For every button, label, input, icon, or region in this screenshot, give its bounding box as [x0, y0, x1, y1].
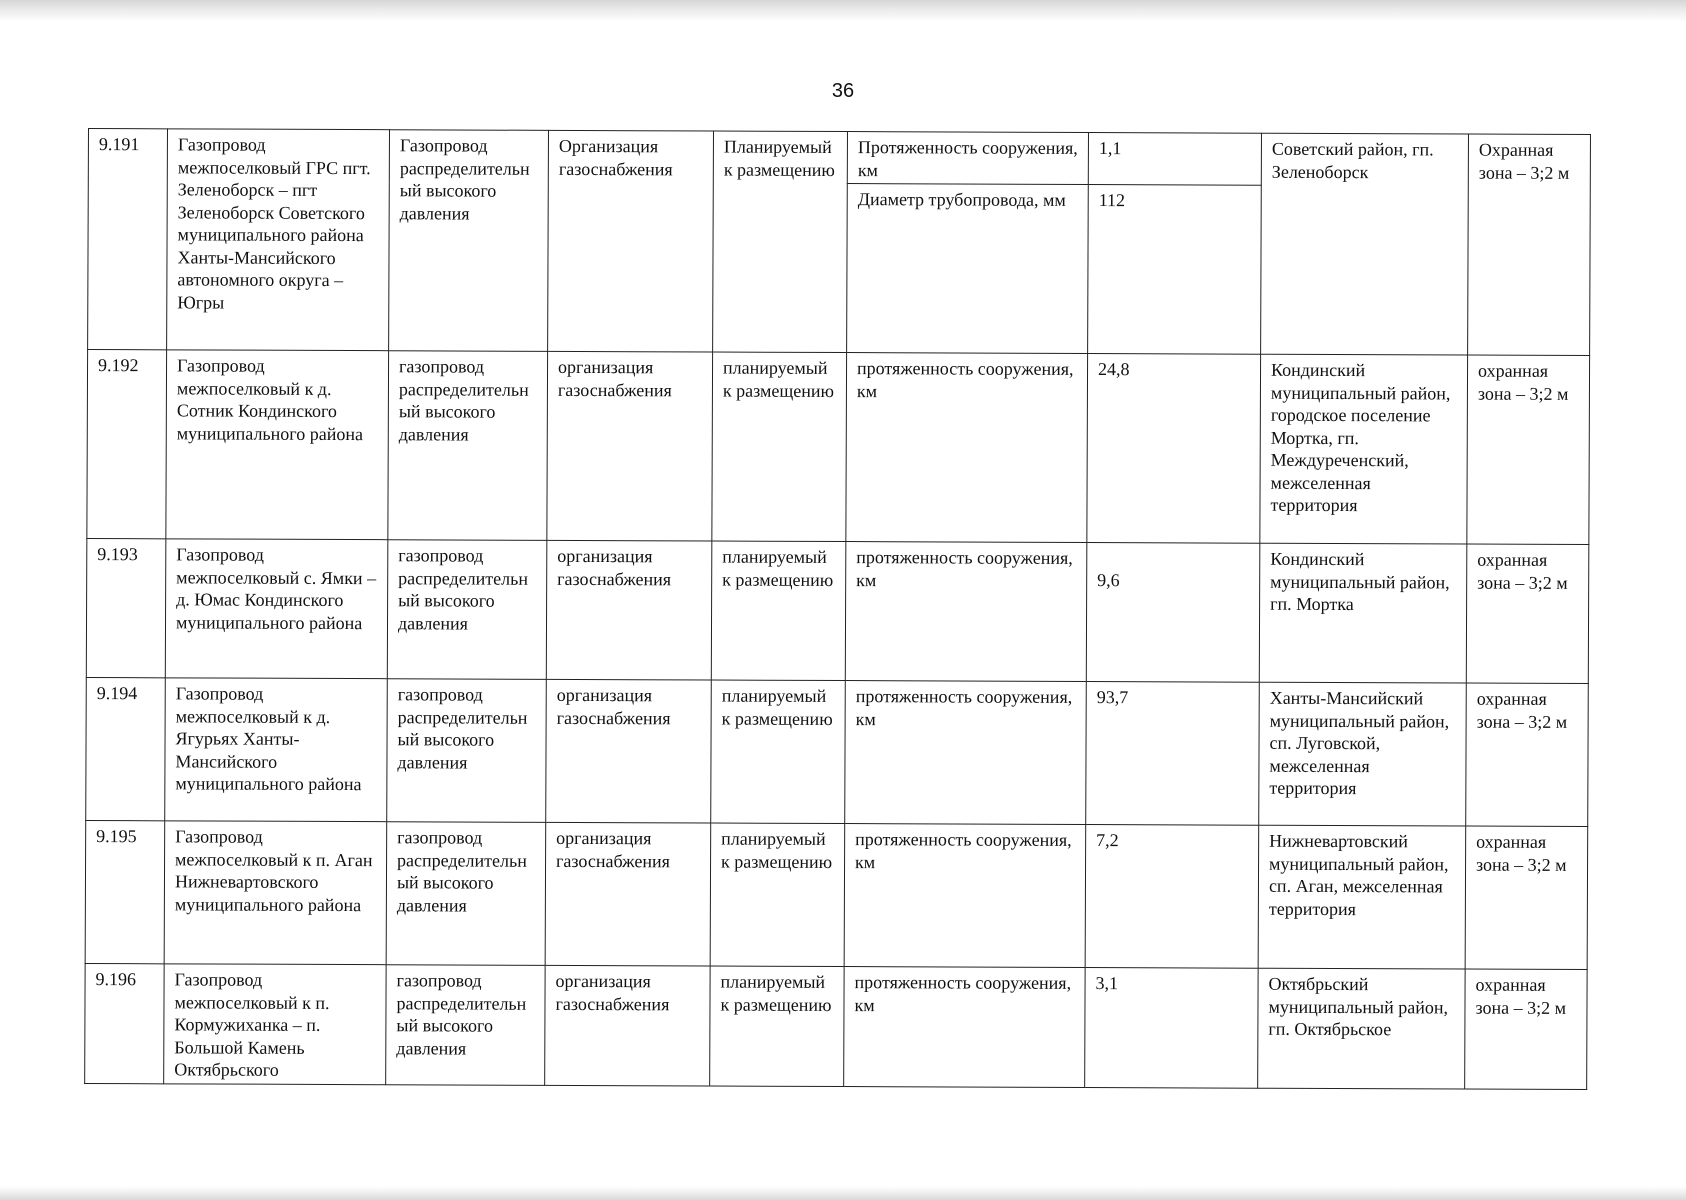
- row-number: 9.193: [86, 538, 166, 677]
- row-number: 9.194: [86, 677, 166, 820]
- status: планируемый к размещению: [711, 541, 846, 681]
- parameter-label: протяженность сооружения, км: [844, 824, 1086, 968]
- object-name: Газопровод межпоселковый к п. Кормужиханка – п. Большой Камень Октябрьского: [164, 964, 386, 1084]
- table-row: [86, 677, 1589, 826]
- protection-zone: охранная зона – 3;2 м: [1465, 969, 1587, 1089]
- protection-zone: охранная зона – 3;2 м: [1466, 683, 1589, 826]
- table-row: [85, 963, 1587, 1089]
- table-row: [87, 350, 1590, 545]
- table-row: [88, 129, 1590, 187]
- parameter-label: протяженность сооружения, км: [844, 967, 1085, 1087]
- organization: Организация газоснабжения: [548, 130, 714, 352]
- object-type: Газопровод распределительный высокого давления: [389, 130, 549, 352]
- parameter-value: 24,8: [1087, 354, 1261, 544]
- page-number: 36: [831, 80, 855, 102]
- protection-zone: охранная зона – 3;2 м: [1466, 544, 1589, 683]
- protection-zone: Охранная зона – 3;2 м: [1468, 134, 1591, 355]
- object-name: Газопровод межпоселковый к д. Сотник Кондинского муниципального района: [166, 350, 389, 540]
- location: Советский район, гп. Зеленоборск: [1261, 133, 1469, 355]
- status: планируемый к размещению: [712, 352, 847, 542]
- protection-zone: охранная зона – 3;2 м: [1467, 355, 1590, 544]
- parameter-label: протяженность сооружения, км: [845, 542, 1087, 682]
- parameter-label: Протяженность сооружения, км: [847, 132, 1088, 185]
- table-row: [86, 538, 1589, 683]
- parameter-label: протяженность сооружения, км: [845, 681, 1087, 825]
- row-number: 9.192: [87, 350, 167, 539]
- object-type: газопровод распределительный высокого давления: [386, 965, 545, 1085]
- organization: организация газоснабжения: [547, 351, 713, 541]
- parameter-value: 93,7: [1086, 682, 1260, 826]
- object-name: Газопровод межпоселковый к п. Аган Нижневартовского муниципального района: [164, 821, 387, 965]
- location: Нижневартовский муниципальный район, сп. Аган, межселенная территория: [1258, 825, 1466, 969]
- organization: организация газоснабжения: [546, 540, 712, 680]
- scan-bottom-edge: [0, 1186, 1686, 1200]
- object-type: газопровод распределительный высокого давления: [386, 822, 546, 966]
- status: планируемый к размещению: [710, 823, 845, 967]
- object-name: Газопровод межпоселковый к д. Ягурьях Ханты-Мансийского муниципального района: [165, 678, 388, 822]
- status: планируемый к размещению: [710, 966, 844, 1086]
- organization: организация газоснабжения: [546, 679, 712, 823]
- parameter-label: Диаметр трубопровода, мм: [847, 184, 1089, 354]
- parameter-value: 112: [1088, 185, 1262, 355]
- facilities-table: [84, 128, 1591, 1090]
- status: планируемый к размещению: [711, 680, 846, 824]
- object-name: Газопровод межпоселковый ГРС пгт. Зеленоборск – пгт Зеленоборск Советского муниципального района Ханты-Мансийского автономного округа – Югры: [167, 129, 390, 351]
- location: Кондинский муниципальный район, гп. Мортка: [1259, 543, 1467, 683]
- location: Кондинский муниципальный район, городское поселение Мортка, гп. Междуреченский, межселенная территория: [1260, 354, 1468, 544]
- row-number: 9.196: [85, 963, 164, 1083]
- parameter-value: [1086, 543, 1260, 683]
- parameter-value-text: 9,6: [1097, 570, 1120, 591]
- table-row: [85, 820, 1588, 969]
- row-number: 9.191: [88, 129, 168, 350]
- object-type: газопровод распределительный высокого давления: [387, 679, 547, 823]
- scan-top-edge: [0, 0, 1686, 22]
- organization: организация газоснабжения: [545, 965, 710, 1085]
- object-type: газопровод распределительный высокого давления: [387, 540, 547, 680]
- parameter-value: 3,1: [1085, 968, 1258, 1088]
- location: Ханты-Мансийский муниципальный район, сп. Луговской, межселенная территория: [1259, 682, 1467, 826]
- parameter-value: 7,2: [1085, 825, 1259, 969]
- row-number: 9.195: [85, 820, 165, 963]
- parameter-label: протяженность сооружения, км: [846, 353, 1088, 543]
- organization: организация газоснабжения: [545, 822, 711, 966]
- protection-zone: охранная зона – 3;2 м: [1465, 826, 1588, 969]
- parameter-value: 1,1: [1088, 133, 1261, 186]
- location: Октябрьский муниципальный район, гп. Октябрьское: [1258, 968, 1465, 1088]
- status: Планируемый к размещению: [713, 131, 848, 353]
- object-name: Газопровод межпоселковый с. Ямки – д. Юмас Кондинского муниципального района: [165, 539, 388, 679]
- object-type: газопровод распределительный высокого давления: [388, 351, 548, 541]
